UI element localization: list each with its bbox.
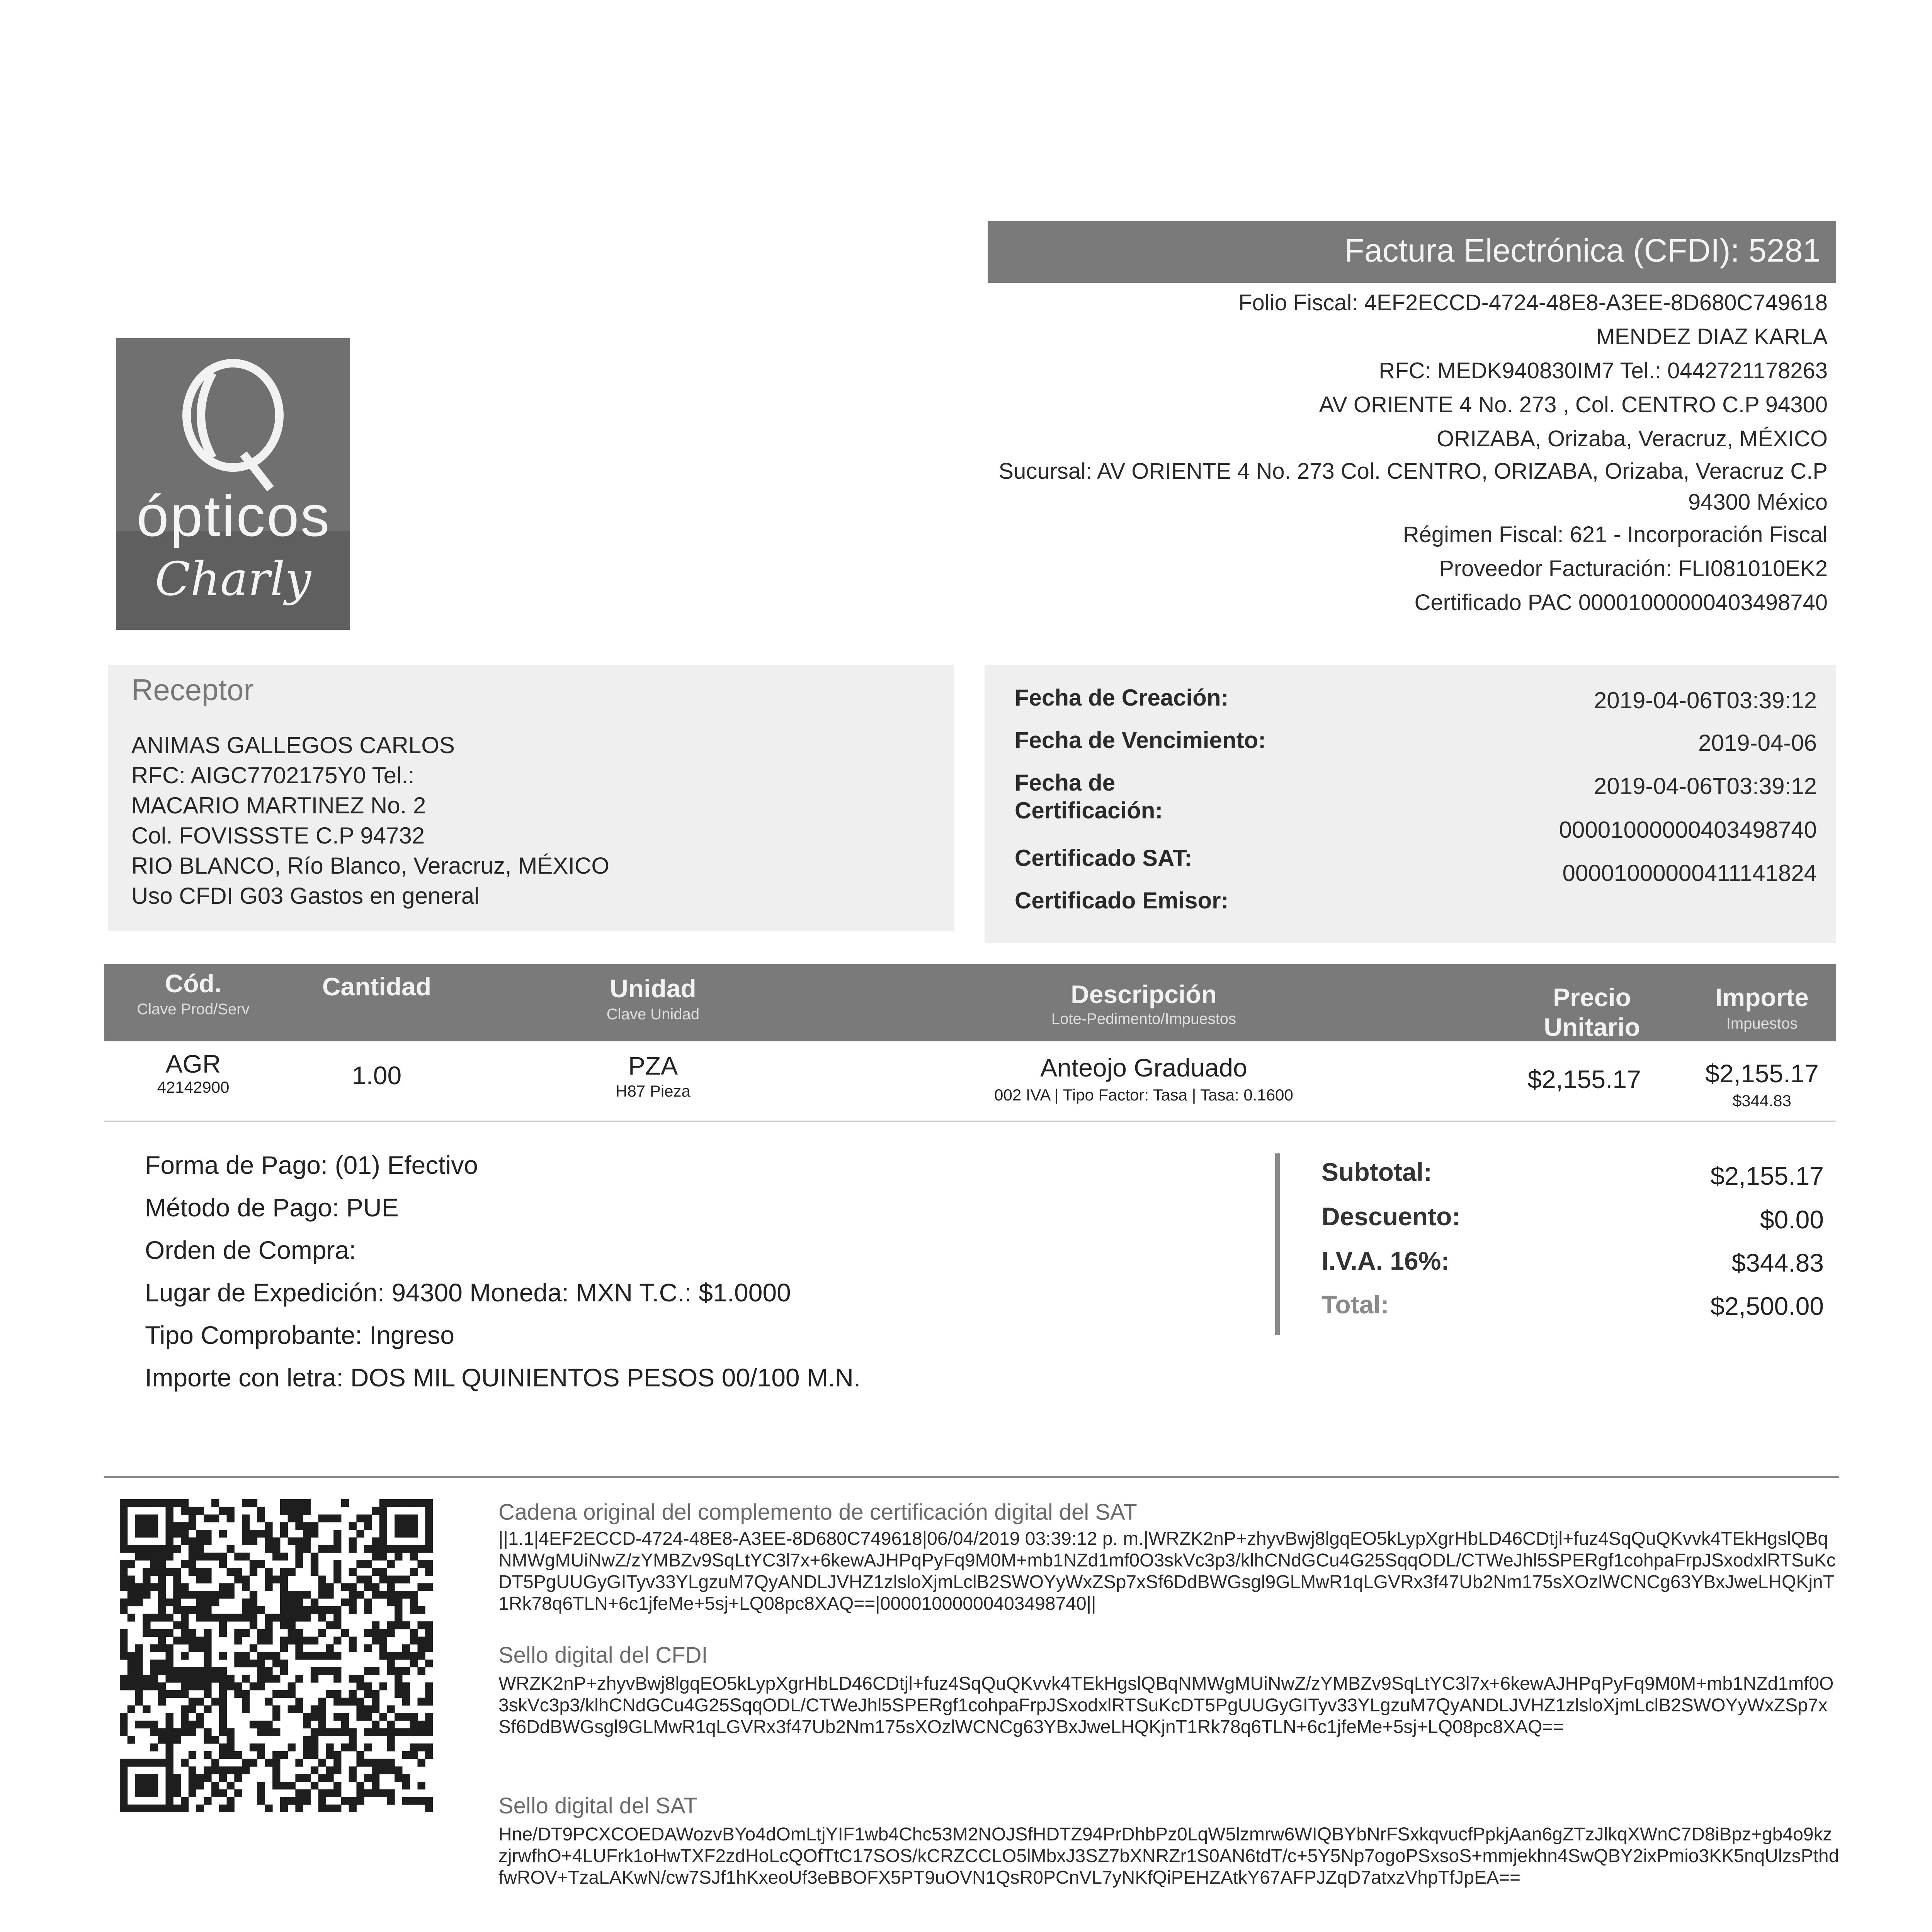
sello-cfdi-title: Sello digital del CFDI (498, 1643, 708, 1668)
invoice-title: Factura Electrónica (CFDI): 5281 (1344, 232, 1821, 269)
qr-code-icon (120, 1499, 433, 1812)
fecha-creacion-label: Fecha de Creación: (1015, 685, 1229, 711)
th-precio-unitario: Unitario (1544, 1013, 1640, 1041)
forma-de-pago: Forma de Pago: (01) Efectivo (145, 1151, 478, 1179)
logo-script-text: Charly (155, 553, 311, 606)
sello-sat-title: Sello digital del SAT (498, 1793, 697, 1818)
receptor-name: ANIMAS GALLEGOS CARLOS (131, 732, 455, 758)
total-label: Total: (1321, 1290, 1389, 1319)
fecha-certificacion-label-line1: Fecha de (1015, 770, 1116, 796)
th-cod-sub: Clave Prod/Serv (137, 1001, 250, 1018)
row-importe: $2,155.17 (1705, 1059, 1819, 1088)
th-importe-sub: Impuestos (1726, 1015, 1798, 1032)
row-divider (104, 1121, 1836, 1122)
certificado-sat-label: Certificado SAT: (1015, 845, 1192, 871)
row-unidad: PZA (628, 1051, 678, 1080)
receptor-section (108, 665, 954, 931)
fecha-creacion-value: 2019-04-06T03:39:12 (1594, 687, 1817, 713)
certificado-sat-value: 00001000000403498740 (1559, 817, 1817, 843)
company-logo (116, 338, 350, 630)
section-separator (104, 1476, 1839, 1478)
total-value: $2,500.00 (1710, 1292, 1824, 1320)
emitter-proveedor: Proveedor Facturación: FLI081010EK2 (1439, 556, 1828, 581)
items-table-header (104, 964, 1836, 1041)
fecha-certificacion-label-line2: Certificación: (1015, 798, 1163, 823)
importe-con-letra: Importe con letra: DOS MIL QUINIENTOS PESOS 00/100 M.N. (145, 1363, 861, 1392)
emitter-sucursal: Sucursal: AV ORIENTE 4 No. 273 Col. CENTRO, ORIZABA, Orizaba, Veracruz C.P 94300 México (998, 459, 1828, 515)
th-cantidad: Cantidad (322, 972, 432, 1001)
certificado-emisor-value: 00001000000411141824 (1562, 860, 1817, 886)
metodo-de-pago: Método de Pago: PUE (145, 1193, 399, 1222)
row-clave-unidad: H87 Pieza (616, 1082, 690, 1100)
row-importe-impuestos: $344.83 (1733, 1092, 1791, 1110)
emitter-address-1: AV ORIENTE 4 No. 273 , Col. CENTRO C.P 94300 (1319, 392, 1828, 417)
receptor-street: MACARIO MARTINEZ No. 2 (131, 793, 426, 818)
subtotal-value: $2,155.17 (1710, 1162, 1824, 1190)
th-cod: Cód. (165, 969, 222, 998)
emitter-rfc: RFC: MEDK940830IM7 Tel.: 0442721178263 (1379, 358, 1828, 383)
receptor-details (131, 730, 609, 911)
th-descripcion-sub: Lote-Pedimento/Impuestos (1051, 1010, 1236, 1027)
sello-cfdi-text: WRZK2nP+zhyvBwj8lgqEO5kLypXgrHbLD46CDtjl+fuz4SqQuQKvvk4TEkHgslQBqNMWgMUiNwZ/zYMBZv9SqLtYC3l7x+6kewAJHPqPyFq9M0M+mb1NZd1mf0O3skVc3p3/klhCNdGCu4G25SqqODL/CTWeJhl5SPERgf1cohpaFrpJSxodxlRTSuKcDT5PgUUGyGITyv33YLgzuM7QyANDLJVHZ1zlsloXjmLclB2SWOYyWxZSp7xSf6DdBWGsgl9GLMwR1qLGVRx3f47Ub2Nm175sXOzlWCNCg63YBxJweLHQKjnT1Rk78q6TLN+6c1jfeMe+5sj+LQ08pc8XAQ== (498, 1673, 1834, 1737)
payment-info (145, 1144, 861, 1399)
row-cod: AGR (165, 1049, 221, 1078)
fecha-vencimiento-value: 2019-04-06 (1698, 730, 1817, 756)
receptor-title: Receptor (131, 673, 254, 707)
subtotal-label: Subtotal: (1321, 1158, 1432, 1186)
th-precio: Precio (1553, 983, 1631, 1012)
descuento-value: $0.00 (1760, 1205, 1824, 1234)
orden-de-compra: Orden de Compra: (145, 1236, 356, 1264)
totals-accent-bar (1275, 1153, 1280, 1335)
table-row (104, 1045, 1836, 1119)
invoice-title-bar (988, 221, 1836, 283)
tipo-comprobante: Tipo Comprobante: Ingreso (145, 1321, 454, 1349)
lugar-de-expedicion: Lugar de Expedición: 94300 Moneda: MXN T.C.: $1.0000 (145, 1278, 791, 1307)
row-impuestos: 002 IVA | Tipo Factor: Tasa | Tasa: 0.1600 (994, 1086, 1293, 1104)
descuento-label: Descuento: (1321, 1202, 1461, 1231)
receptor-city: RIO BLANCO, Río Blanco, Veracruz, MÉXICO (131, 853, 610, 879)
row-clave: 42142900 (157, 1078, 230, 1096)
iva-label: I.V.A. 16%: (1321, 1247, 1450, 1275)
th-importe: Importe (1715, 983, 1809, 1012)
emitter-certificado-pac: Certificado PAC 00001000000403498740 (1414, 590, 1828, 615)
sello-sat-text: Hne/DT9PCXCOEDAWozvBYo4dOmLtjYIF1wb4Chc53M2NOJSfHDTZ94PrDhbPz0LqW5lzmrw6WIQBYbNrFSxkqvucfPpkjAan6gZTzJlkqXWnC7D8iBpz+gb4o9kzzjrwfhO+4LUFrk1oHwTXF2zdHoLcQOfTtC17SOS/kCRZCCLO5lMbxJ3SZ7bXNRZr1S0AN6tdT/c+5Y5Np7ogoPSxsoS+mmjekhn4SwQBY2ixPmio3KK5nqUlzsPthdfwROV+TzaLAKwN/cw7SJf1hKxeoUf3eBBOFX5PT9uOVN1QsR0PCnVL7yNKfQiPEHZAtkY67AFPJZqD7atxzVhpTfJpEA== (498, 1824, 1839, 1888)
receptor-colony: Col. FOVISSSTE C.P 94732 (131, 823, 425, 849)
row-descripcion: Anteojo Graduado (1040, 1053, 1247, 1082)
iva-value: $344.83 (1731, 1248, 1824, 1277)
fecha-certificacion-value: 2019-04-06T03:39:12 (1594, 773, 1817, 799)
logo-text: ópticos (136, 483, 331, 548)
th-unidad: Unidad (610, 974, 696, 1003)
emitter-address-2: ORIZABA, Orizaba, Veracruz, MÉXICO (1436, 426, 1828, 451)
emitter-info (746, 286, 1828, 620)
fecha-vencimiento-label: Fecha de Vencimiento: (1015, 727, 1266, 753)
certificado-emisor-label: Certificado Emisor: (1015, 888, 1229, 913)
emitter-regimen: Régimen Fiscal: 621 - Incorporación Fiscal (1403, 522, 1828, 547)
row-cantidad: 1.00 (352, 1061, 402, 1090)
emitter-name: MENDEZ DIAZ KARLA (1596, 324, 1828, 349)
cadena-original-title: Cadena original del complemento de certificación digital del SAT (498, 1500, 1137, 1525)
folio-fiscal: Folio Fiscal: 4EF2ECCD-4724-48E8-A3EE-8D680C749618 (1238, 290, 1828, 315)
receptor-rfc: RFC: AIGC7702175Y0 Tel.: (131, 762, 415, 788)
th-unidad-sub: Clave Unidad (606, 1006, 700, 1023)
th-descripcion: Descripción (1071, 980, 1217, 1009)
receptor-uso-cfdi: Uso CFDI G03 Gastos en general (131, 883, 480, 909)
dates-section (985, 665, 1836, 943)
row-precio: $2,155.17 (1527, 1065, 1641, 1094)
cadena-original-text: ||1.1|4EF2ECCD-4724-48E8-A3EE-8D680C749618|06/04/2019 03:39:12 p. m.|WRZK2nP+zhyvBwj8lgqEO5kLypXgrHbLD46CDtjl+fuz4SqQuQKvvk4TEkHgslQBqNMWgMUiNwZ/zYMBZv9SqLtYC3l7x+6kewAJHPqPyFq9M0M+mb1NZd1mf0O3skVc3p3/klhCNdGCu4G25SqqODL/CTWeJhl5SPERgf1cohpaFrpJSxodxlRTSuKcDT5PgUUGyGITyv33YLgzuM7QyANDLJVHZ1zlsloXjmLclB2SWOYyWxZSp7xSf6DdBWGsgl9GLMwR1qLGVRx3f47Ub2Nm175sXOzlWCNCg63YBxJweLHQKjnT1Rk78q6TLN+6c1jfeMe+5sj+LQ08pc8XAQ==|00001000000403498740|| (498, 1529, 1836, 1614)
fecha-certificacion-label (1015, 769, 1163, 825)
